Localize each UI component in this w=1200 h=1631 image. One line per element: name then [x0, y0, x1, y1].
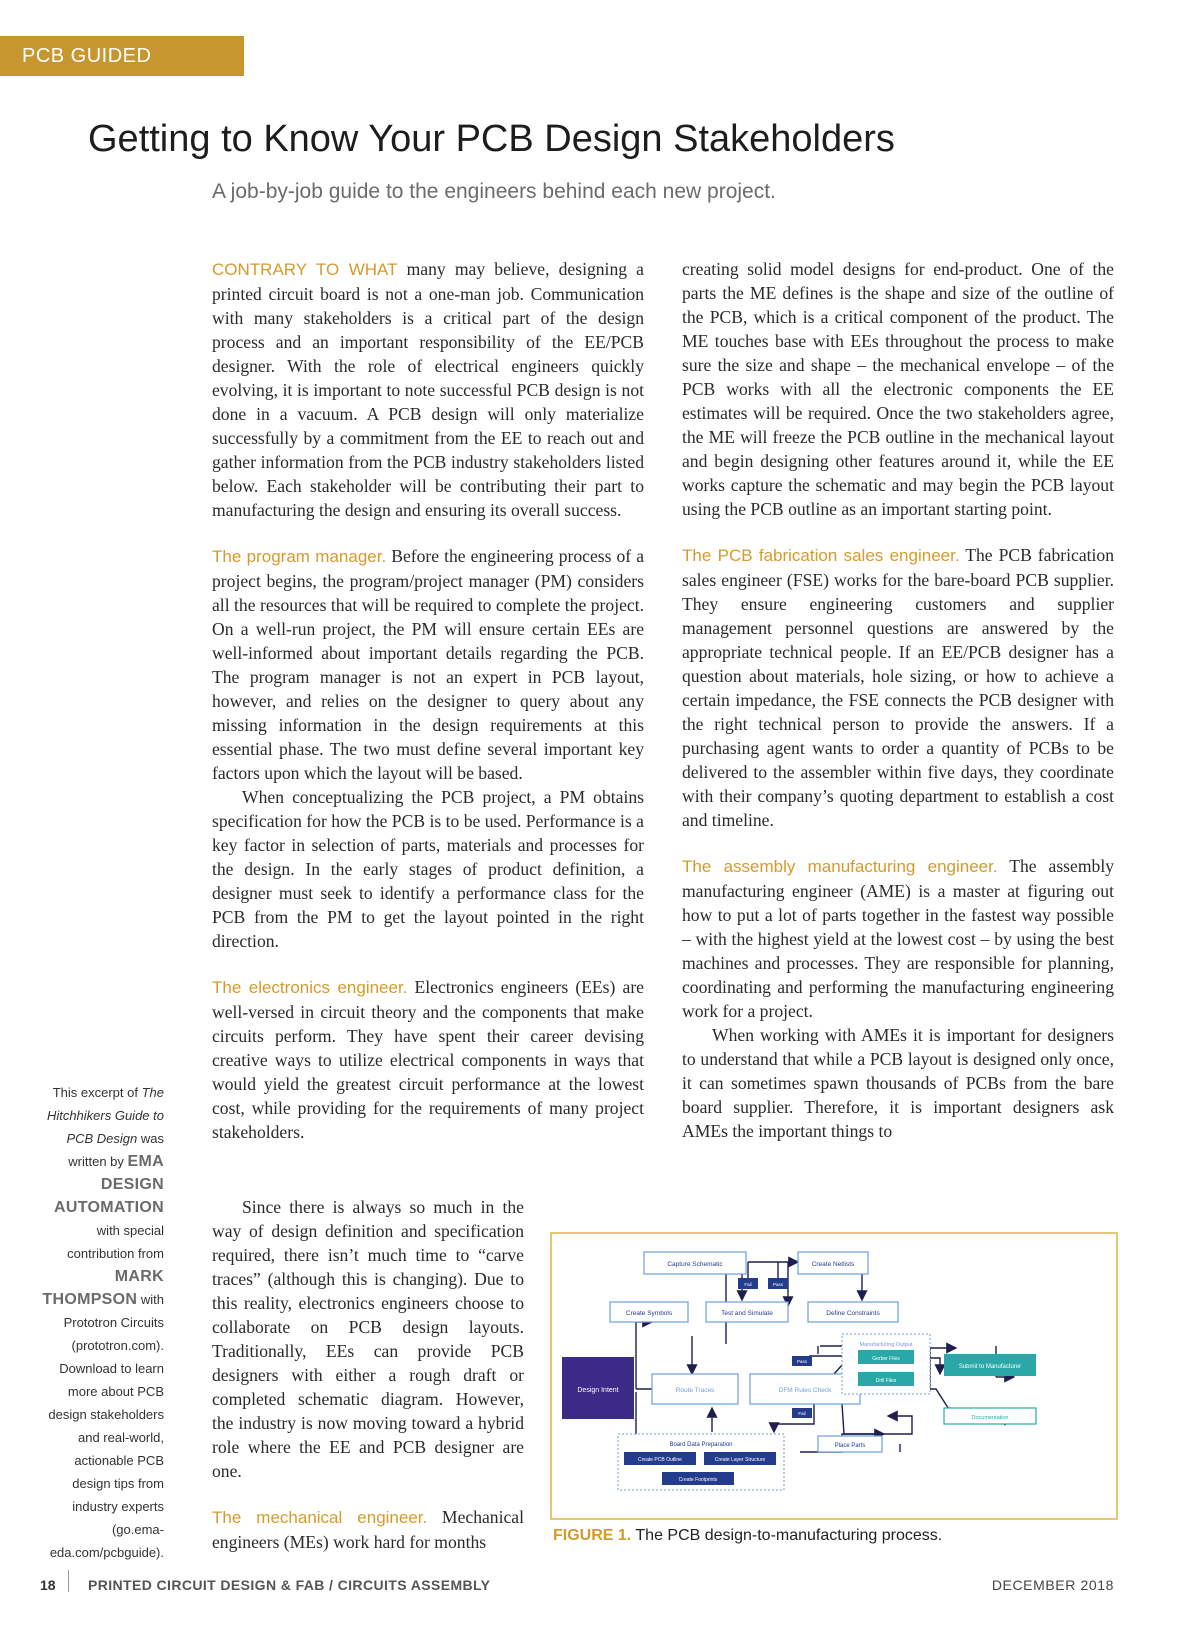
drill-label: Drill Files	[875, 1378, 897, 1384]
pass-1-label: Pass	[772, 1282, 784, 1287]
fse-text: The PCB fabrication sales engineer (FSE) works for the bare-board PCB supplier. They ensure engineering customers and supplier management personnel questions are answered by the appropriate technical people. If an EE/PCB designer has a question about materials, hole sizing, or how to achieve a certain impedance, the FSE connects the PCB designer with the right technical person to provide the answers. If a purchasing agent wants to order a quantity of PCBs to be delivered to the assembler within five days, they coordinate with their company’s quoting department to establish a cost and timeline.	[682, 545, 1115, 830]
node-create-netlists	[798, 1252, 868, 1274]
footprints-label: Create Footprints	[678, 1477, 718, 1483]
node-submit	[944, 1354, 1036, 1376]
sidebar-text-3: with special contribution from	[67, 1223, 164, 1261]
me-text: Mechanical engineers (MEs) work hard for months	[212, 1507, 524, 1552]
pm-paragraph-2: When conceptualizing the PCB project, a PM obtains specification for how the PCB is to be used. Performance is a key factor in selection of parts, materials and processes for the design. In the early stages of product definition, a designer must seek to identify a performance class for the PCB from the PM to get the layout pointed in the right direction.	[212, 787, 644, 951]
publication-name: PRINTED CIRCUIT DESIGN & FAB / CIRCUITS ASSEMBLY	[88, 1577, 491, 1593]
me-continued: creating solid model designs for end-product. One of the parts the ME defines is the shape and size of the outline of the PCB, which is a critical component of the product. The ME touches base with EEs throughout the process to make sure the size and shape – the mechanical envelope – of the PCB works with all the electronic components the EE estimates will be required. Once the two stakeholders agree, the ME will freeze the PCB outline in the mechanical layout and begin designing other features around it, while the EE works capture the schematic and may begin the PCB layout using the PCB outline as an important starting point.	[682, 259, 1114, 519]
test-simulate-label: Test and Simulate	[721, 1310, 773, 1317]
gerber-label: Gerber Files	[872, 1356, 900, 1362]
place-parts-label: Place Parts	[834, 1443, 866, 1449]
footer-divider	[68, 1570, 69, 1592]
ee-paragraph	[212, 975, 644, 1144]
node-pass-1	[768, 1278, 788, 1289]
page-number: 18	[40, 1577, 56, 1593]
author-sidebar	[40, 1081, 164, 1564]
node-place-parts	[818, 1436, 882, 1452]
article-subtitle: A job-by-job guide to the engineers behind each new project.	[212, 180, 776, 203]
ame-paragraph	[682, 854, 1114, 1023]
column-right	[682, 257, 1114, 1165]
ee-lead: The electronics engineer.	[212, 978, 408, 997]
fail-1-label: Fail	[744, 1282, 752, 1287]
node-footprints	[662, 1472, 734, 1485]
create-netlists-label: Create Netlists	[811, 1261, 855, 1268]
define-constraints-label: Define Constraints	[826, 1310, 880, 1317]
node-gerber-files	[858, 1350, 914, 1364]
figure-caption-text: The PCB design-to-manufacturing process.	[631, 1527, 943, 1544]
node-fail-2	[792, 1408, 812, 1418]
ame-lead: The assembly manufacturing engineer.	[682, 857, 998, 876]
node-drill-files	[858, 1372, 914, 1386]
node-layer-structure	[704, 1452, 776, 1465]
intro-paragraph	[212, 257, 644, 522]
node-define-constraints	[808, 1302, 898, 1322]
node-fail-1	[738, 1278, 758, 1289]
ame-paragraph-2: When working with AMEs it is important for designers to understand that while a PCB layout is designed only once, it can sometimes spawn thousands of PCBs from the bare board supplier. Therefore, it is important designers ask AMEs the important things to	[682, 1025, 1114, 1141]
process-diagram	[552, 1234, 1116, 1518]
me-paragraph	[212, 1505, 524, 1554]
article-title: Getting to Know Your PCB Design Stakeholders	[88, 118, 895, 160]
column-left	[212, 257, 644, 1144]
section-tag-prefix: PCB GUIDED	[22, 45, 152, 67]
ee-paragraph-2: Since there is always so much in the way of design definition and specification required, there isn’t much time to “carve traces” (although this is changing). Due to this reality, electronics engineers choose to collaborate on PCB design layouts. Traditionally, EEs can provide PCB designers with either a rough draft or completed schematic diagram. However, the industry is now moving toward a hybrid role where the EE and PCB designer are one.	[212, 1197, 524, 1481]
mfg-output-label: Manufacturing Output	[859, 1342, 913, 1348]
node-capture-schematic	[644, 1252, 746, 1274]
sidebar-contributor: MARK THOMPSON	[42, 1268, 164, 1308]
sidebar-company: EMA DESIGN AUTOMATION	[54, 1153, 164, 1216]
sidebar-text-2: was written by	[68, 1131, 164, 1169]
layer-structure-label: Create Layer Structure	[714, 1457, 766, 1463]
node-create-outline	[624, 1452, 696, 1465]
intro-text: many may believe, designing a printed circuit board is not a one-man job. Communication with many stakeholders is a critical part of the design process and an important responsibility of the EE/PCB designer. With the role of electrical engineers quickly evolving, it is important to note successful PCB design is not done in a vacuum. A PCB design will only materialize successfully by a commitment from the EE to reach out and gather information from the PCB industry stakeholders listed below. Each stakeholder will be contributing their part to manufacturing the design and ensuring its overall success.	[212, 259, 644, 520]
fse-lead: The PCB fabrication sales engineer.	[682, 546, 960, 565]
fail-2-label: Fail	[798, 1411, 806, 1416]
fse-paragraph	[682, 543, 1114, 832]
ame-text: The assembly manufacturing engineer (AME) is a master at figuring out how to put a lot of parts together in the fastest way possible – with the highest yield at the lowest cost – by using the best machines and processes. They are responsible for planning, coordinating and performing the manufacturing engineering work for a project.	[682, 856, 1114, 1021]
create-symbols-label: Create Symbols	[625, 1310, 673, 1317]
figure-caption-label: FIGURE 1.	[553, 1527, 632, 1544]
process-figure	[550, 1232, 1118, 1520]
figure-caption	[553, 1527, 942, 1545]
capture-schematic-label: Capture Schematic	[667, 1261, 723, 1268]
route-traces-label: Route Traces	[675, 1387, 715, 1394]
sidebar-text-4: with Prototron Circuits (prototron.com). Download to learn more about PCB design stakeholders and real-world, actionable PCB design tips from industry experts (go.ema-eda.com/pcbguide).	[48, 1292, 164, 1560]
node-route-traces	[652, 1374, 738, 1404]
section-tag-bold: INSIGHTS	[6, 85, 105, 107]
node-design-intent	[562, 1357, 634, 1419]
node-test-simulate	[706, 1302, 788, 1322]
pm-paragraph	[212, 544, 644, 785]
pm-lead: The program manager.	[212, 547, 387, 566]
ee-text: Electronics engineers (EEs) are well-versed in circuit theory and the components that make circuits perform. They have spent their career devising creative ways to utilize electrical components in ways that would yield the greatest circuit performance at the lowest cost, while providing for the requirements of many project stakeholders.	[212, 977, 644, 1142]
column-left-narrow	[212, 1195, 524, 1576]
node-documentation	[944, 1408, 1036, 1424]
design-intent-label: Design Intent	[577, 1387, 619, 1394]
node-pass-2	[792, 1356, 812, 1366]
documentation-label: Documentation	[971, 1415, 1009, 1421]
me-lead: The mechanical engineer.	[212, 1508, 428, 1527]
sidebar-book-title: The Hitchhikers Guide to PCB Design	[46, 1085, 164, 1146]
board-data-label: Board Data Preparation	[669, 1442, 733, 1448]
pass-2-label: Pass	[796, 1359, 808, 1364]
create-outline-label: Create PCB Outline	[638, 1457, 682, 1463]
dfm-label: DFM Rules Check	[778, 1387, 832, 1394]
sidebar-text-1: This excerpt of	[52, 1085, 142, 1100]
issue-date: DECEMBER 2018	[991, 1577, 1114, 1593]
node-create-symbols	[610, 1302, 688, 1322]
section-tag	[0, 36, 244, 107]
submit-label: Submit to Manufacturer	[958, 1364, 1022, 1370]
intro-lead: CONTRARY TO WHAT	[212, 260, 398, 279]
pm-text: Before the engineering process of a project begins, the program/project manager (PM) considers all the resources that will be required to complete the project. On a well-run project, the PM will ensure certain EEs are well-informed about important details regarding the PCB. The program manager is not an expert in PCB layout, however, and relies on the designer to query about any missing information in the design requirements at this essential phase. The two must define several important key factors upon which the layout will be based.	[212, 546, 644, 783]
